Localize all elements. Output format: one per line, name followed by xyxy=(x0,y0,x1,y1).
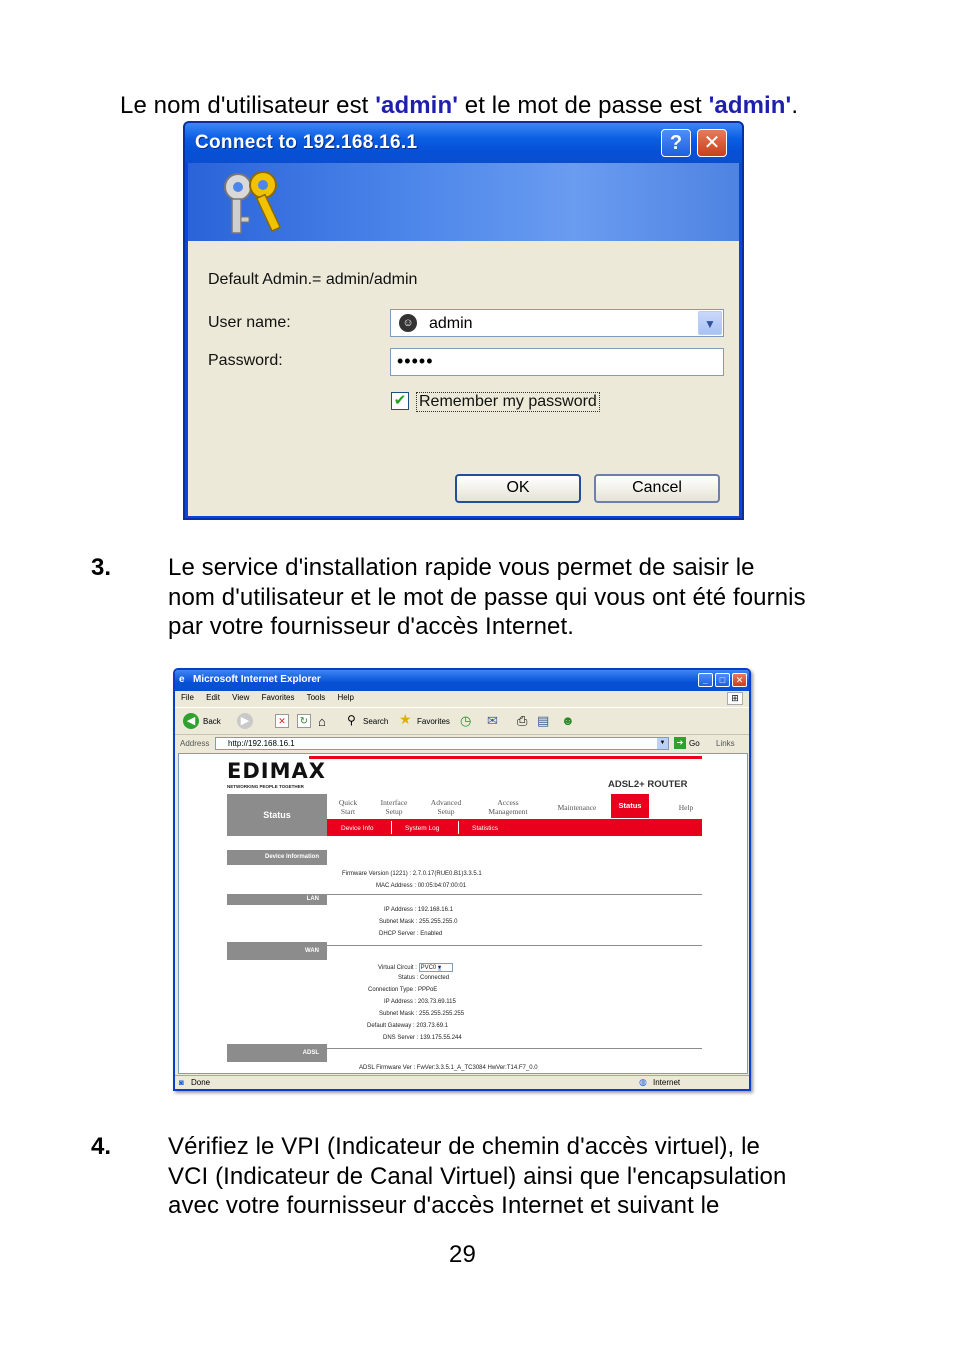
step3-number: 3. xyxy=(91,554,112,581)
user-icon: ☺ xyxy=(399,314,417,332)
edit-icon[interactable]: ▤ xyxy=(537,713,550,728)
nav-interface-setup[interactable]: Interface Setup xyxy=(380,798,408,816)
wan-ct-key: Connection Type : xyxy=(368,987,417,993)
lan-ip-key: IP Address : xyxy=(384,907,417,913)
wan-ip xyxy=(384,999,456,1005)
wan-ip-key: IP Address : xyxy=(384,999,417,1005)
go-icon[interactable]: ➔ xyxy=(674,737,686,749)
back-icon[interactable]: ◀ xyxy=(183,713,199,729)
done-icon: ◙ xyxy=(179,1078,184,1087)
realm-text: Default Admin.= admin/admin xyxy=(208,271,418,288)
lan-separator xyxy=(327,894,702,895)
password-value: ••••• xyxy=(397,351,434,371)
menu-tools[interactable]: Tools xyxy=(306,693,326,702)
adsl-separator xyxy=(327,1048,702,1049)
globe-icon: ◍ xyxy=(639,1077,647,1087)
home-icon[interactable]: ⌂ xyxy=(318,714,326,729)
forward-icon[interactable]: ▶ xyxy=(237,713,253,729)
wan-mask-key: Subnet Mask : xyxy=(379,1011,418,1017)
ie-logo-icon: e xyxy=(179,674,185,685)
section-lan: LAN xyxy=(227,894,327,905)
top-red-line xyxy=(309,756,702,759)
favorites-label[interactable]: Favorites xyxy=(417,717,450,726)
minimize-button[interactable]: _ xyxy=(698,673,713,687)
print-icon[interactable]: ⎙ xyxy=(517,713,528,728)
section-wan: WAN xyxy=(227,942,327,960)
router-page xyxy=(178,753,748,1074)
wan-dns-value: 139.175.55.244 xyxy=(420,1035,462,1041)
wan-mask-value: 255.255.255.255 xyxy=(419,1011,465,1017)
wan-vc-value: PVC0 xyxy=(420,965,437,971)
device-firmware-value: 2.7.0.17(RUE0.B1)3.3.5.1 xyxy=(412,871,482,877)
history-icon[interactable]: ◷ xyxy=(460,713,472,728)
dialog-banner xyxy=(188,163,739,241)
device-firmware-key: Firmware Version (1221) : xyxy=(342,871,412,877)
address-label: Address xyxy=(180,739,210,748)
links-label[interactable]: Links xyxy=(716,739,735,748)
stop-icon[interactable]: ✕ xyxy=(275,714,289,728)
nav-quick-start[interactable]: Quick Start xyxy=(338,798,358,816)
section-device-info: Device Information xyxy=(227,850,327,865)
wan-vc-key: Virtual Circuit : xyxy=(378,965,417,971)
wan-dns xyxy=(383,1035,462,1041)
address-value: http://192.168.16.1 xyxy=(228,739,295,748)
step4-line1: Vérifiez le VPI (Indicateur de chemin d'accès virtuel), le xyxy=(168,1133,760,1160)
username-value: admin xyxy=(429,315,473,332)
lan-dhcp-value: Enabled xyxy=(420,931,443,937)
status-internet: Internet xyxy=(653,1078,681,1087)
nav-status[interactable]: Status xyxy=(611,794,649,818)
dialog-title: Connect to 192.168.16.1 xyxy=(185,123,742,163)
step3-line1: Le service d'installation rapide vous permet de saisir le xyxy=(168,554,755,581)
address-dropdown-icon[interactable]: ▼ xyxy=(657,738,668,749)
intro-text-end: . xyxy=(791,92,799,119)
go-label[interactable]: Go xyxy=(689,739,700,748)
page-number: 29 xyxy=(449,1241,476,1268)
favorites-icon[interactable]: ★ xyxy=(399,711,412,727)
wan-status-key: Status : xyxy=(398,975,419,981)
nav-help[interactable]: Help xyxy=(678,803,694,812)
ie-close-button[interactable]: ✕ xyxy=(732,673,747,687)
device-mac-key: MAC Address : xyxy=(376,883,417,889)
subnav-statistics[interactable]: Statistics xyxy=(472,825,499,832)
nav-advanced-setup[interactable]: Advanced Setup xyxy=(430,798,462,816)
subnav-device-info[interactable]: Device Info xyxy=(341,825,374,832)
menu-file[interactable]: File xyxy=(181,693,194,702)
status-done: Done xyxy=(191,1078,211,1087)
address-input[interactable] xyxy=(215,737,669,750)
wan-vc-select[interactable] xyxy=(419,963,453,972)
device-firmware xyxy=(342,871,482,877)
password-label: Password: xyxy=(208,352,283,369)
menu-edit[interactable]: Edit xyxy=(206,693,220,702)
intro-username: 'admin' xyxy=(375,92,459,119)
subnav-divider-1 xyxy=(391,821,392,834)
subnav-system-log[interactable]: System Log xyxy=(405,825,440,832)
ie-toolbar xyxy=(175,707,749,735)
step3-line3: par votre fournisseur d'accès Internet. xyxy=(168,613,575,640)
lan-dhcp xyxy=(379,931,442,937)
intro-text-middle: et le mot de passe est xyxy=(458,92,709,119)
wan-virtual-circuit xyxy=(378,963,453,972)
search-icon[interactable]: ⚲ xyxy=(347,713,356,727)
password-field[interactable] xyxy=(390,348,724,376)
menu-help[interactable]: Help xyxy=(337,693,354,702)
maximize-button[interactable]: □ xyxy=(715,673,730,687)
wan-gw-value: 203.73.69.1 xyxy=(416,1023,449,1029)
lan-ip-value: 192.168.16.1 xyxy=(417,907,453,913)
dialog-body xyxy=(188,241,739,516)
wan-status xyxy=(398,975,449,981)
messenger-icon[interactable]: ☻ xyxy=(561,713,575,728)
cancel-button[interactable]: Cancel xyxy=(594,474,720,503)
username-label: User name: xyxy=(208,314,291,331)
lan-ip xyxy=(384,907,453,913)
keys-icon xyxy=(208,163,298,241)
router-model: ADSL2+ ROUTER xyxy=(608,779,688,790)
nav-access-management[interactable]: Access Management xyxy=(488,798,528,816)
windows-flag-icon: ⊞ xyxy=(727,692,743,705)
adsl-fw-key: ADSL Firmware Ver : xyxy=(359,1065,416,1071)
menu-favorites[interactable]: Favorites xyxy=(261,693,295,702)
device-mac xyxy=(376,883,466,889)
lan-mask-value: 255.255.255.0 xyxy=(419,919,458,925)
section-adsl: ADSL xyxy=(227,1044,327,1062)
intro-line xyxy=(120,91,798,121)
wan-gateway xyxy=(367,1023,448,1029)
edimax-logo: EDIMAX xyxy=(227,759,326,783)
ie-title: Microsoft Internet Explorer xyxy=(175,670,749,691)
remember-checkbox[interactable]: ✔ xyxy=(391,392,409,410)
lan-mask-key: Subnet Mask : xyxy=(379,919,418,925)
username-combo[interactable] xyxy=(390,309,724,337)
edimax-tagline: NETWORKING PEOPLE TOGETHER xyxy=(227,784,304,789)
step4-line2: VCI (Indicateur de Canal Virtuel) ainsi que l'encapsulation xyxy=(168,1162,787,1190)
intro-password: 'admin' xyxy=(708,92,792,119)
search-label[interactable]: Search xyxy=(363,717,389,726)
subnav-bar xyxy=(327,819,702,836)
adsl-fw-value: FwVer:3.3.5.1_A_TC3084 HwVer:T14.F7_0.0 xyxy=(416,1065,538,1071)
refresh-icon[interactable]: ↻ xyxy=(297,714,311,728)
lan-dhcp-key: DHCP Server : xyxy=(379,931,419,937)
wan-dns-key: DNS Server : xyxy=(383,1035,419,1041)
wan-ct-value: PPPoE xyxy=(417,987,438,993)
ie-address-bar xyxy=(175,736,749,752)
wan-gw-key: Default Gateway : xyxy=(367,1023,415,1029)
ie-status-bar xyxy=(175,1075,749,1089)
ie-menubar xyxy=(175,691,749,706)
step4-number: 4. xyxy=(91,1133,112,1160)
wan-connection-type xyxy=(368,987,437,993)
login-dialog xyxy=(183,121,744,520)
wan-separator xyxy=(327,945,702,946)
step4-line3: avec votre fournisseur d'accès Internet et suivant le xyxy=(168,1192,720,1219)
ie-window xyxy=(173,668,751,1091)
step3-text xyxy=(168,553,868,642)
lan-mask xyxy=(379,919,457,925)
back-label[interactable]: Back xyxy=(203,717,221,726)
wan-ip-value: 203.73.69.115 xyxy=(417,999,456,1005)
chevron-down-icon[interactable]: ▼ xyxy=(698,311,722,335)
close-button[interactable]: ✕ xyxy=(697,129,727,157)
intro-text-before: Le nom d'utilisateur est xyxy=(120,92,376,119)
step4-text xyxy=(168,1132,868,1221)
menu-view[interactable]: View xyxy=(232,693,250,702)
mail-icon[interactable]: ✉ xyxy=(487,713,498,728)
subnav-divider-2 xyxy=(458,821,459,834)
help-button[interactable]: ? xyxy=(661,129,691,157)
section-status-label: Status xyxy=(227,794,327,836)
ok-button[interactable]: OK xyxy=(455,474,581,503)
step3-line2: nom d'utilisateur et le mot de passe qui vous ont été fournis xyxy=(168,583,806,611)
wan-status-value: Connected xyxy=(420,975,450,981)
wan-mask xyxy=(379,1011,464,1017)
adsl-firmware xyxy=(359,1065,538,1071)
device-mac-value: 00:05:b4:07:00:01 xyxy=(417,883,467,889)
vc-dropdown-icon[interactable]: ▾ xyxy=(437,965,441,971)
nav-maintenance[interactable]: Maintenance xyxy=(557,803,597,812)
remember-label: Remember my password xyxy=(416,392,600,412)
